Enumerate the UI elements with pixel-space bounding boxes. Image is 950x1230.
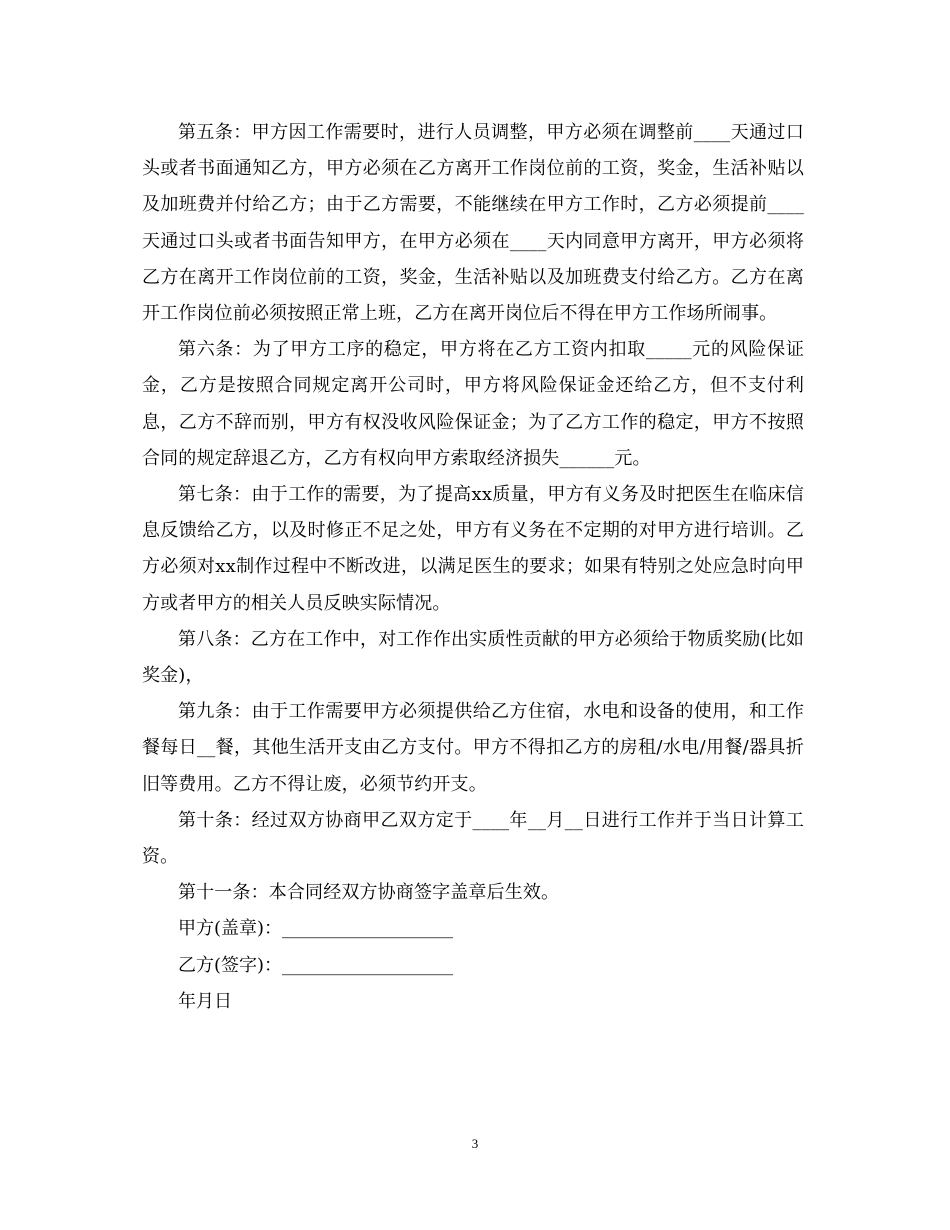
clause-10: 第十条：经过双方协商甲乙双方定于____年__月__日进行工作并于当日计算工资。 xyxy=(142,809,804,868)
party-a-seal-line: 甲方(盖章)：___________________ xyxy=(178,918,454,940)
clause-5: 第五条：甲方因工作需要时，进行人员调整，甲方必须在调整前____天通过口头或者书面通知乙方，甲方必须在乙方离开工作岗位前的工资，奖金，生活补贴以及加班费并付给乙方；由于乙方需要，不能继续在甲方工作时，乙方必须提前____天通过口头或者书面告知甲方，在甲方必须在____天内同意甲方离开，甲方必须将乙方在离开工作岗位前的工资，奖金，生活补贴以及加班费支付给乙方。乙方在离开工作岗位前必须按照正常上班，乙方在离开岗位后不得在甲方工作场所闹事。 xyxy=(142,122,804,325)
clause-8: 第八条：乙方在工作中，对工作作出实质性贡献的甲方必须给于物质奖励(比如奖金)， xyxy=(142,628,804,687)
party-b-signature-line: 乙方(签字)：___________________ xyxy=(178,954,454,976)
clause-7: 第七条：由于工作的需要，为了提高xx质量，甲方有义务及时把医生在临床信息反馈给乙方，以及时修正不足之处，甲方有义务在不定期的对甲方进行培训。乙方必须对xx制作过程中不断改进，以满足医生的要求；如果有特别之处应急时向甲方或者甲方的相关人员反映实际情况。 xyxy=(142,484,804,614)
page-number: 3 xyxy=(471,1136,479,1151)
document-body xyxy=(142,115,804,1020)
clause-6: 第六条：为了甲方工序的稳定，甲方将在乙方工资内扣取_____元的风险保证金，乙方是按照合同规定离开公司时，甲方将风险保证金还给乙方，但不支付利息，乙方不辞而别，甲方有权没收风险保证金；为了乙方工作的稳定，甲方不按照合同的规定辞退乙方，乙方有权向甲方索取经济损失______元。 xyxy=(142,339,804,469)
clause-11: 第十一条：本合同经双方协商签字盖章后生效。 xyxy=(178,882,560,904)
clause-9: 第九条：由于工作需要甲方必须提供给乙方住宿，水电和设备的使用，和工作餐每日__餐，其他生活开支由乙方支付。甲方不得扣乙方的房租/水电/用餐/器具折旧等费用。乙方不得让废，必须节约开支。 xyxy=(142,701,804,795)
signing-date: 年月日 xyxy=(178,990,232,1012)
